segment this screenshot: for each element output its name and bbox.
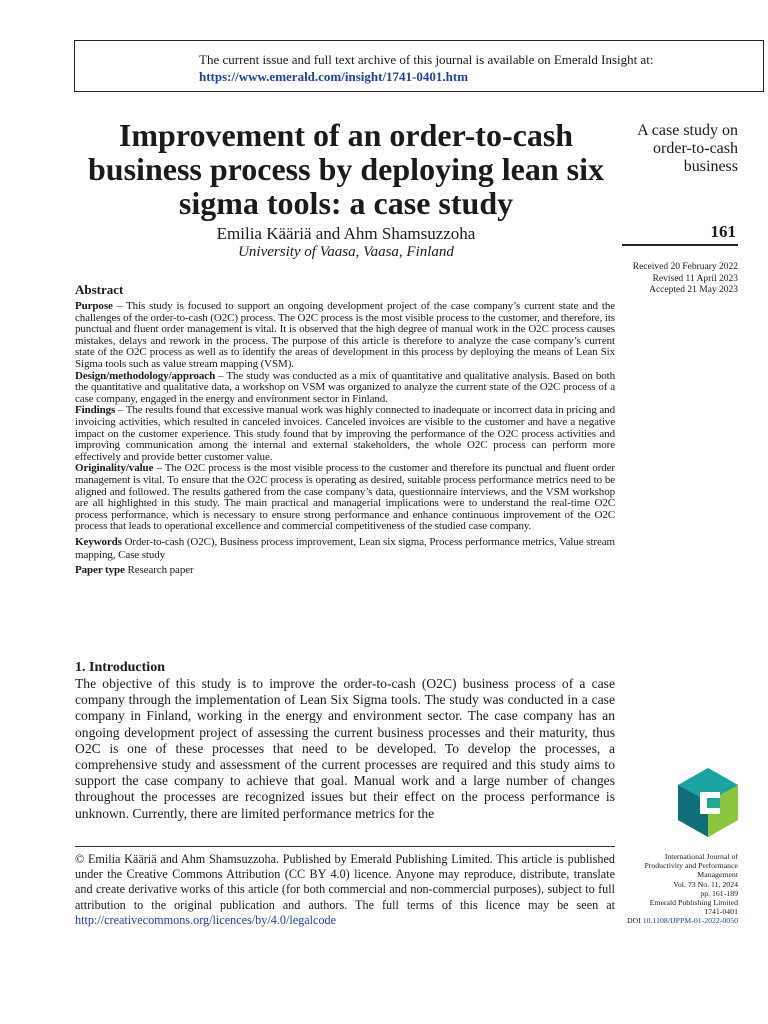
article-authors: Emilia Kääriä and Ahm Shamsuzzoha: [216, 224, 476, 243]
journal-name-line1: International Journal of: [664, 852, 738, 861]
journal-issn: 1741-0401: [704, 907, 738, 917]
license-link[interactable]: http://creativecommons.org/licences/by/4.0/legalcode: [75, 912, 337, 927]
journal-archive-notice: [74, 40, 764, 92]
abstract-heading: Abstract: [75, 282, 124, 297]
originality-text: – The O2C process is the most visible process to the customer and therefore its punctual and fluent order management is vital. To ensure that the O2C process is operating as desired, suitable process performance metrics need to be aligned and followed. The results gathered from the case company’s data, questionnaire interviews, and the VSM workshop are all highlighted in this study. The main practical and managerial implications were to understand the real-time O2C process performance, which is necessary to ensure strong performance and enhance continuous improvement of the O2C process that leads to operational excellence and commercial competitiveness of the studied case company.: [75, 462, 615, 533]
archive-notice-text: The current issue and full text archive of this journal is available on Emerald Insight at:: [199, 52, 654, 67]
journal-volume: Vol. 73 No. 11, 2024: [673, 879, 738, 889]
license-text: © Emilia Kääriä and Ahm Shamsuzzoha. Published by Emerald Publishing Limited. This article is published under the Creative Commons Attribution (CC BY 4.0) licence. Anyone may reproduce, distribute, translate and create derivative works of this article (for both commercial and non-commercial purposes), subject to full attribution to the original publication and authors. The full terms of this licence may be seen at: [75, 852, 615, 912]
page-number-rule: [622, 244, 738, 246]
page-number: 161: [710, 222, 736, 241]
design-label: Design/methodology/approach: [75, 369, 216, 382]
doi-link[interactable]: 10.1108/IJPPM-01-2022-0050: [642, 916, 738, 926]
introduction-text: The objective of this study is to improve the order-to-cash (O2C) business process of a case company through the implementation of Lean Six Sigma tools. The study was conducted in a case company in Finland, working in the energy and environment sector. The case company has an ongoing development project of assessing the current business processes and their maturity, thus O2C is one of these processes that need to be developed. To develop the processes, a comprehensive study and assessment of the current processes are required and this study aims to support the case company to achieve that goal. Manual work and a large number of changes throughout the processes are recognized issues but their effect on the process performance is unknown. Currently, there are limited performance metrics for the: [75, 676, 615, 821]
findings-text: – The results found that excessive manual work was highly connected to inadequate or incorrect data in pricing and invoicing activities, which resulted in canceled invoices. Canceled invoices are visible to the customer and have a negative impact on the customer experience. This study found that by improving the performance of the O2C process activities and improving communication among the internal and external stakeholders, the whole O2C process can perform more effectively and provide better customer value.: [75, 404, 615, 463]
paper-type-label: Paper type: [75, 563, 125, 576]
running-title: A case study on order-to-cash business: [637, 122, 738, 175]
author-affiliation: University of Vaasa, Vaasa, Finland: [238, 244, 454, 260]
abstract-section: [75, 282, 615, 576]
journal-pages: pp. 161-189: [700, 888, 738, 898]
design-text: – The study was conducted as a mix of quantitative and qualitative analysis. Based on both the quantitative and qualitative data, a workshop on VSM was organized to analyze the current state of the O2C process of a case company, engaged in the energy and environment sector in Finland.: [75, 369, 615, 405]
purpose-text: – This study is focused to support an ongoing development project of the case company’s current state and the challenges of the order-to-cash (O2C) process. The O2C process is the most visible process to the customer, and therefore, its punctual and fluent order management is vital. It is observed that the high degree of manual work in the O2C process causes mistakes, delays and rework in the process. The purpose of this article is therefore to analyze the case company’s current state of the O2C process as well as to identify the areas of development in this process by deploying the means of Lean Six Sigma tools such as value stream mapping (VSM).: [75, 300, 615, 370]
accepted-date: Accepted 21 May 2023: [649, 285, 738, 295]
keywords-text: Order-to-cash (O2C), Business process improvement, Lean six sigma, Process performance metrics, Value stream mapping, Case study: [75, 535, 615, 561]
abstract-originality: [75, 463, 615, 533]
license-notice: [75, 852, 615, 928]
received-date: Received 20 February 2022: [632, 262, 738, 272]
journal-name-line3: Management: [697, 870, 738, 880]
abstract-keywords: [75, 536, 615, 562]
journal-info: [612, 852, 738, 926]
journal-name-line2: Productivity and Performance: [644, 861, 738, 871]
revised-date: Revised 11 April 2023: [652, 273, 738, 284]
abstract-paper-type: [75, 565, 615, 577]
emerald-publishing-logo-icon: [676, 768, 740, 838]
doi-label: DOI: [626, 916, 641, 926]
abstract-purpose: [75, 301, 615, 371]
purpose-label: Purpose: [75, 300, 113, 312]
article-history: [600, 262, 738, 297]
license-divider: [75, 846, 615, 847]
findings-label: Findings: [75, 404, 116, 417]
abstract-findings: [75, 405, 615, 463]
keywords-label: Keywords: [75, 535, 122, 548]
archive-url-link[interactable]: https://www.emerald.com/insight/1741-0401.htm: [199, 69, 469, 84]
paper-type-text: Research paper: [124, 563, 194, 576]
journal-doi: [612, 916, 738, 925]
originality-label: Originality/value: [75, 462, 154, 475]
abstract-design: [75, 371, 615, 406]
introduction-section: [75, 660, 615, 822]
journal-publisher: Emerald Publishing Limited: [649, 898, 738, 908]
introduction-heading: 1. Introduction: [75, 660, 165, 675]
article-title: Improvement of an order-to-cash business process by deploying lean six sigma tools: a case study: [88, 117, 604, 221]
